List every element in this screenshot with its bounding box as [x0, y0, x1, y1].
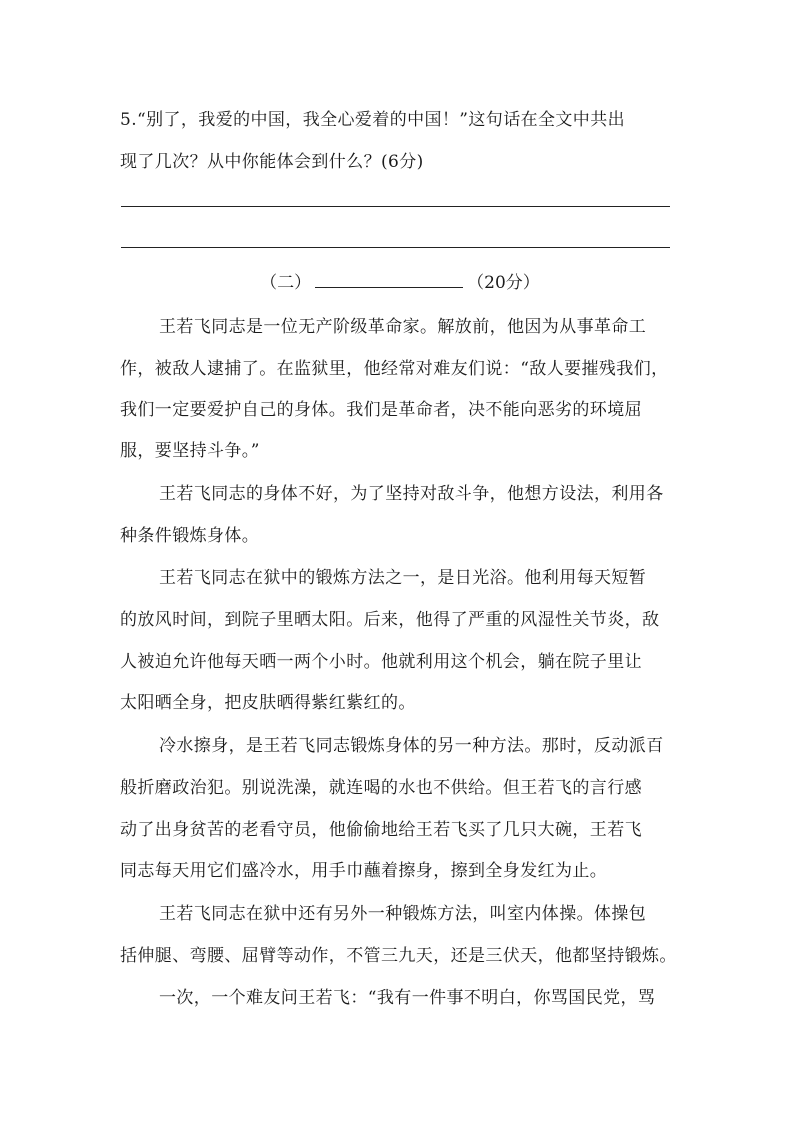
- section-title: [120, 273, 680, 293]
- passage-line: 动了出身贫苦的老看守员，他偷偷地给王若飞买了几只大碗，王若飞: [120, 820, 642, 840]
- section-title-blank[interactable]: [315, 273, 463, 288]
- passage-line: 括伸腿、弯腰、屈臂等动作，不管三九天，还是三伏天，他都坚持锻炼。: [120, 946, 677, 966]
- passage-line: 我们一定要爱护自己的身体。我们是革命者，决不能向恶劣的环境屈: [120, 400, 642, 420]
- passage-line: 王若飞同志的身体不好，为了坚持对敌斗争，他想方设法，利用各: [159, 484, 664, 504]
- passage-line: 种条件锻炼身体。: [120, 526, 260, 546]
- passage-line: 王若飞同志在狱中的锻炼方法之一，是日光浴。他利用每天短暂: [159, 568, 647, 588]
- passage-line: 作，被敌人逮捕了。在监狱里，他经常对难友们说：“敌人要摧残我们，: [120, 359, 669, 379]
- section-number: （二）: [260, 273, 312, 293]
- passage-line: 王若飞同志在狱中还有另外一种锻炼方法，叫室内体操。体操包: [159, 904, 647, 924]
- answer-blank-line-1[interactable]: [121, 206, 670, 207]
- passage-line: 的放风时间，到院子里晒太阳。后来，他得了严重的风湿性关节炎，敌: [120, 610, 660, 630]
- question-line-1: 5.“别了，我爱的中国，我全心爱着的中国！”这句话在全文中共出: [120, 110, 626, 130]
- passage-line: 同志每天用它们盛冷水，用手巾蘸着擦身，擦到全身发红为止。: [120, 861, 608, 881]
- passage-line: 冷水擦身，是王若飞同志锻炼身体的另一种方法。那时，反动派百: [159, 736, 664, 756]
- passage-line: 王若飞同志是一位无产阶级革命家。解放前，他因为从事革命工: [159, 317, 647, 337]
- section-score: （20分）: [467, 273, 540, 293]
- passage-line: 一次，一个难友问王若飞：“我有一件事不明白，你骂国民党，骂: [159, 988, 656, 1008]
- passage-line: 服，要坚持斗争。”: [120, 441, 260, 461]
- question-line-2: 现了几次？从中你能体会到什么？(6分): [120, 152, 424, 172]
- passage-line: 太阳晒全身，把皮肤晒得紫红紫红的。: [120, 693, 416, 713]
- passage-line: 人被迫允许他每天晒一两个小时。他就利用这个机会，躺在院子里让: [120, 652, 642, 672]
- passage-line: 般折磨政治犯。别说洗澡，就连喝的水也不供给。但王若飞的言行感: [120, 778, 642, 798]
- answer-blank-line-2[interactable]: [121, 247, 670, 248]
